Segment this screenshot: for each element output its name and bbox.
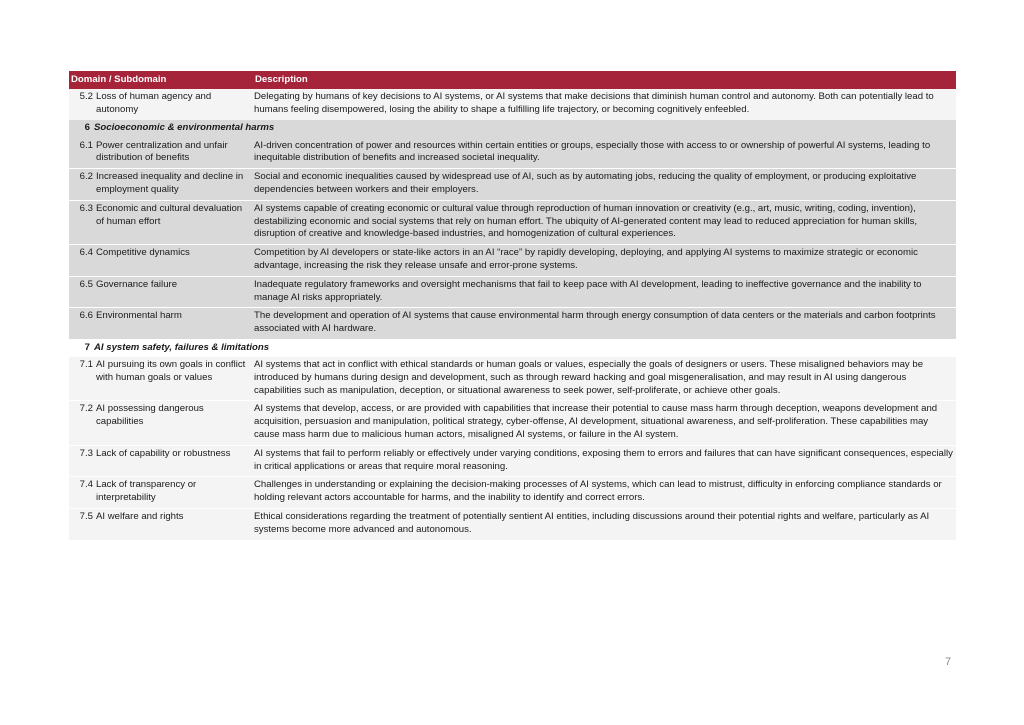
row-name: AI welfare and rights	[96, 510, 184, 522]
table-row	[69, 401, 956, 444]
table-header	[69, 71, 956, 89]
header-description: Description	[255, 73, 308, 85]
row-id: 6.6	[79, 310, 93, 322]
section-title: AI system safety, failures & limitations	[94, 341, 270, 353]
table-row	[69, 169, 956, 200]
page-number: 7	[945, 656, 952, 668]
row-id: 7.4	[79, 479, 93, 491]
row-id: 7.3	[79, 447, 93, 459]
row-description: AI systems that act in conflict with ethical standards or human goals or values, especially the goals of designers or users. These misaligned behaviors may be introduced by humans during design and development, such as through reward hacking and goal misgeneralisation, and may result in AI using dangerous capabilities such as manipulation, deception, or situational awareness to seek power, self-proliferate, or achieve other goals.	[254, 358, 924, 396]
row-id: 6.2	[79, 171, 93, 183]
row-description: AI systems that fail to perform reliably or effectively under varying conditions, exposing them to errors and failures that can have significant consequences, especially in critical applications or areas that require moral reasoning.	[254, 447, 953, 472]
table-row	[69, 138, 956, 169]
row-id: 7.2	[79, 403, 93, 415]
section-heading	[69, 120, 956, 138]
row-name: Power centralization and unfair distribution of benefits	[96, 139, 228, 164]
row-name: Lack of transparency or interpretability	[96, 479, 197, 504]
row-name: Competitive dynamics	[96, 247, 190, 259]
row-name: Economic and cultural devaluation of human effort	[96, 202, 243, 227]
section-heading	[69, 339, 956, 357]
row-description: Inadequate regulatory frameworks and oversight mechanisms that fail to keep pace with AI development, leading to ineffective governance and the inability to manage AI risks appropriately.	[254, 278, 922, 303]
row-id: 7.1	[79, 358, 93, 370]
table-row	[69, 308, 956, 339]
table-row	[69, 509, 956, 540]
section-title: Socioeconomic & environmental harms	[94, 122, 275, 134]
row-name: AI possessing dangerous capabilities	[96, 403, 204, 428]
row-name: Lack of capability or robustness	[96, 447, 231, 459]
risk-taxonomy-table	[69, 71, 956, 540]
row-id: 5.2	[79, 91, 93, 102]
row-description: AI systems capable of creating economic or cultural value through reproduction of human innovation or creativity (e.g., art, music, writing, coding, invention), destabilizing economic and social systems that rely on human effort. The ubiquity of AI-generated content may lead to reduced appreciation for human skills, disruption of creative and knowledge-based industries, and homogenization of cultural experiences.	[254, 202, 918, 240]
row-id: 6.3	[79, 202, 93, 214]
row-name: Loss of human agency and autonomy	[96, 91, 212, 115]
row-id: 6.1	[79, 139, 93, 151]
table-row	[69, 89, 956, 120]
row-id: 6.5	[79, 278, 93, 290]
table-row	[69, 277, 956, 308]
row-id: 6.4	[79, 247, 93, 259]
row-description: Ethical considerations regarding the treatment of potentially sentient AI entities, including discussions around their potential rights and welfare, particularly as AI systems become more advanced and autonomous.	[254, 510, 930, 535]
row-description: AI-driven concentration of power and resources within certain entities or groups, especially those with access to or ownership of powerful AI systems, leading to inequitable distribution of benefits and increased societal inequality.	[254, 139, 931, 164]
row-description: Social and economic inequalities caused by widespread use of AI, such as by automating jobs, reducing the quality of employment, or producing exploitative dependencies between workers and their employers.	[254, 171, 917, 195]
row-id: 7.5	[79, 510, 93, 522]
header-domain: Domain / Subdomain	[71, 73, 167, 85]
row-name: Environmental harm	[96, 310, 182, 322]
row-name: Increased inequality and decline in employment quality	[96, 171, 244, 195]
row-description: The development and operation of AI systems that cause environmental harm through energy consumption of data centers or the materials and carbon footprints associated with AI hardware.	[254, 310, 936, 335]
table-row	[69, 245, 956, 276]
section-id: 6	[84, 122, 90, 134]
row-description: Delegating by humans of key decisions to AI systems, or AI systems that make decisions that diminish human control and autonomy. Both can potentially lead to humans feeling disempowered, losing the ability to shape a fulfilling life trajectory, or becoming cognitively enfeebled.	[254, 91, 934, 115]
row-description: AI systems that develop, access, or are provided with capabilities that increase their potential to cause mass harm through deception, weapons development and acquisition, persuasion and manipulation, political strategy, cyber-offense, AI development, situational awareness, and self-proliferation. These capabilities may cause mass harm due to malicious human actors, misaligned AI systems, or failure in the AI system.	[254, 403, 938, 440]
row-description: Challenges in understanding or explaining the decision-making processes of AI systems, which can lead to mistrust, difficulty in enforcing compliance standards or holding relevant actors accountable for harms, and the inability to identify and correct errors.	[254, 479, 942, 504]
row-name: AI pursuing its own goals in conflict with human goals or values	[96, 358, 246, 383]
table-row	[69, 201, 956, 244]
table-row	[69, 446, 956, 477]
table-row	[69, 357, 956, 400]
table-row	[69, 477, 956, 508]
section-id: 7	[84, 341, 90, 353]
row-name: Governance failure	[96, 278, 178, 290]
row-description: Competition by AI developers or state-like actors in an AI “race” by rapidly developing, deploying, and applying AI systems to maximize strategic or economic advantage, increasing the risk they release unsafe and error-prone systems.	[254, 247, 918, 271]
